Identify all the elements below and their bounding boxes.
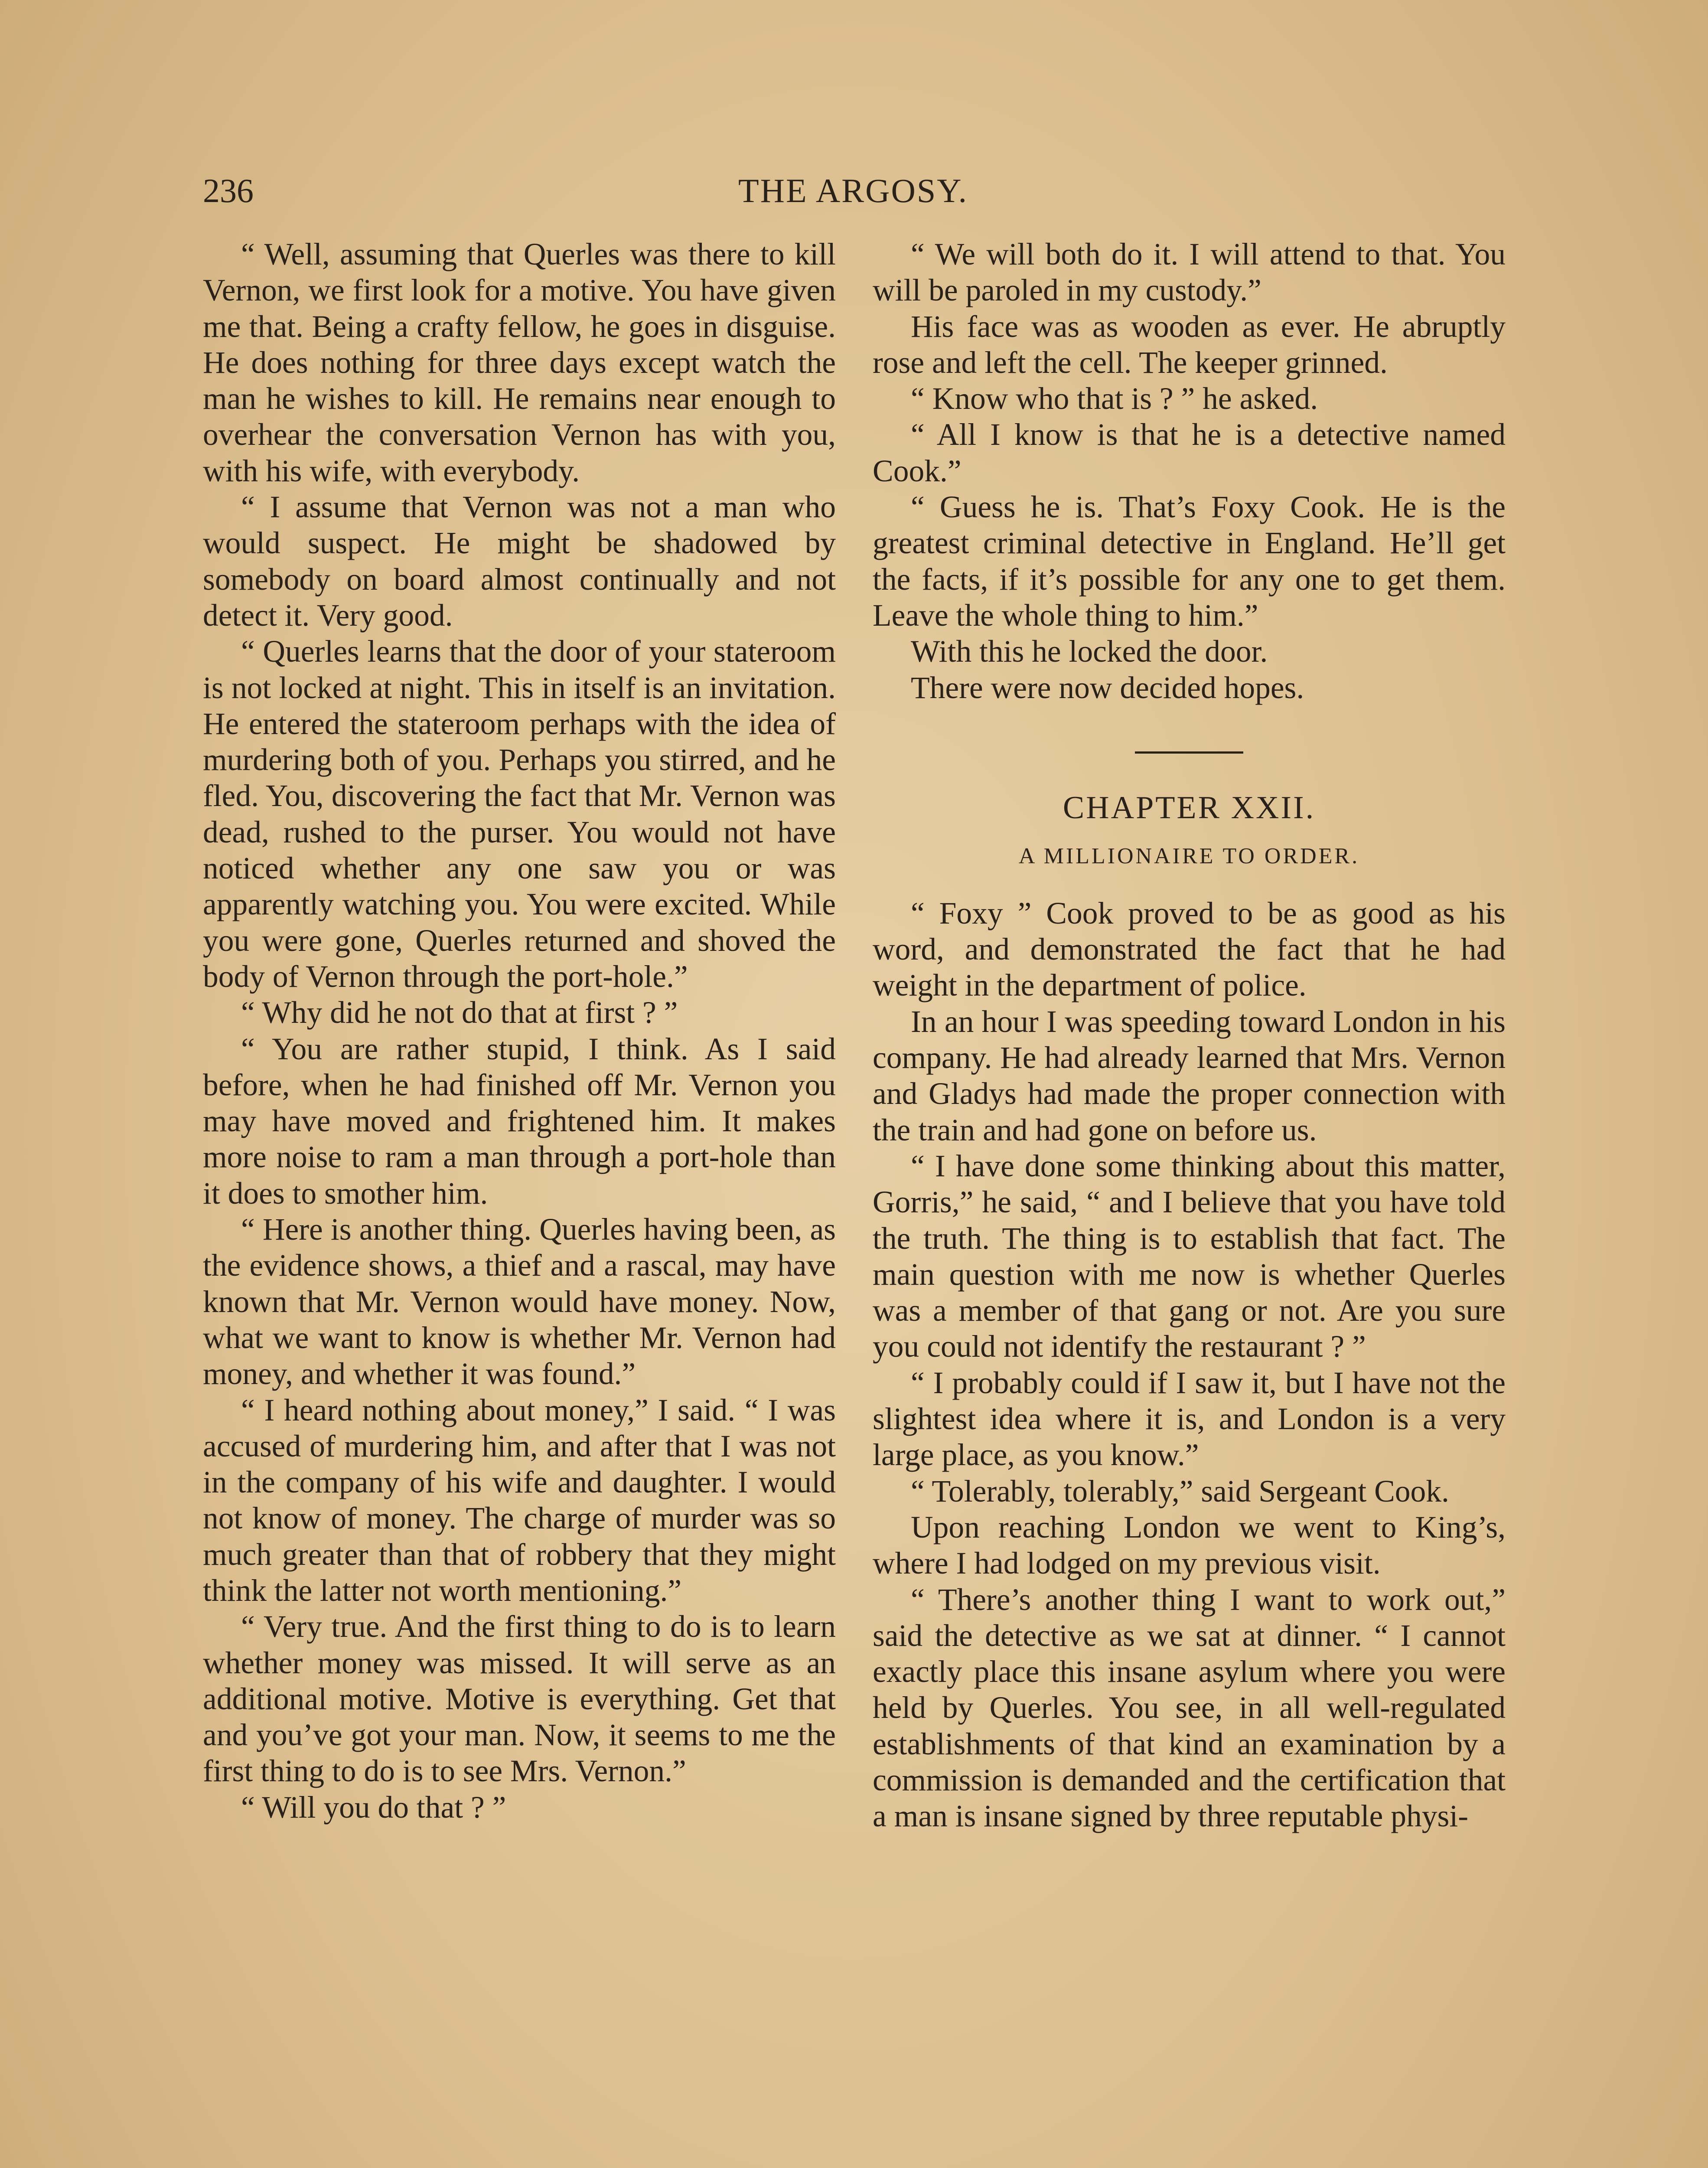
- paragraph: “ Very true. And the first thing to do is to learn whether money was missed. It will serve as an additional motive. Motive is everything. Get that and you’ve got your man. Now, it seems to me the first thing to do is to see Mrs. Vernon.”: [203, 1610, 836, 1789]
- paragraph: “ Why did he not do that at first ? ”: [241, 996, 678, 1030]
- chapter-title: CHAPTER XXII.: [1063, 790, 1316, 826]
- paragraph: “ I have done some thinking about this matter, Gorris,” he said, “ and I believe that you have told the truth. The thing is to establish that fact. The main question with me now is whether Querles was a member of that gang or not. Are you sure you could not identify the restaurant ? ”: [873, 1149, 1506, 1364]
- paragraph: There were now decided hopes.: [911, 670, 1304, 705]
- paragraph: “ Here is another thing. Querles having been, as the evidence shows, a thief and a rascal, may have known that Mr. Vernon would have money. Now, what we want to know is whether Mr. Vernon had money, and whether it was found.”: [203, 1212, 836, 1391]
- paragraph: “ All I know is that he is a detective named Cook.”: [873, 418, 1506, 488]
- paragraph: “ Will you do that ? ”: [241, 1790, 506, 1825]
- page-header: [203, 165, 1503, 217]
- paragraph: Upon reaching London we went to King’s, where I had lodged on my previous visit.: [873, 1510, 1506, 1581]
- paragraph: In an hour I was speeding toward London in his company. He had already learned that Mrs. Vernon and Gladys had made the proper connection with the train and had gone on before us.: [873, 1004, 1506, 1147]
- paragraph: “ Know who that is ? ” he asked.: [911, 382, 1318, 416]
- paragraph: “ Tolerably, tolerably,” said Sergeant Cook.: [911, 1474, 1449, 1508]
- section-divider: [1135, 751, 1243, 754]
- paragraph: “ Well, assuming that Querles was there to kill Vernon, we first look for a motive. You have given me that. Being a crafty fellow, he goes in disguise. He does nothing for three days except watch the man he wishes to kill. He remains near enough to overhear the conversation Vernon has with you, with his wife, with everybody.: [203, 237, 836, 488]
- paragraph: “ We will both do it. I will attend to that. You will be paroled in my custody.”: [873, 237, 1506, 308]
- paragraph: With this he locked the door.: [911, 634, 1268, 669]
- running-title: THE ARGOSY.: [738, 172, 968, 209]
- left-column: [203, 236, 836, 1825]
- paragraph: His face was as wooden as ever. He abruptly rose and left the cell. The keeper grinned.: [873, 309, 1506, 380]
- paragraph: “ I heard nothing about money,” I said. “ I was accused of murdering him, and after that I was not in the company of his wife and daughter. I would not know of money. The charge of murder was so much greater than that of robbery that they might think the latter not worth mentioning.”: [203, 1393, 836, 1608]
- paragraph: “ I probably could if I saw it, but I have not the slightest idea where it is, and London is a very large place, as you know.”: [873, 1365, 1506, 1473]
- paragraph: “ I assume that Vernon was not a man who would suspect. He might be shadowed by somebody on board almost continually and not detect it. Very good.: [203, 490, 836, 633]
- paragraph: “ You are rather stupid, I think. As I said before, when he had finished off Mr. Vernon you may have moved and frightened him. It makes more noise to ram a man through a port-hole than it does to smother him.: [203, 1032, 836, 1211]
- paragraph: “ Foxy ” Cook proved to be as good as his word, and demonstrated the fact that he had weight in the department of police.: [873, 896, 1506, 1003]
- paragraph: “ There’s another thing I want to work out,” said the detective as we sat at dinner. “ I cannot exactly place this insane asylum where you were held by Querles. You see, in all well-regulated establishments of that kind an examination by a commission is demanded and the certification that a man is insane signed by three reputable physi-: [873, 1582, 1506, 1834]
- chapter-body: [873, 895, 1506, 1835]
- right-column: [873, 236, 1506, 1835]
- page-number: 236: [203, 172, 254, 209]
- paragraph: “ Guess he is. That’s Foxy Cook. He is the greatest criminal detective in England. He’ll get the facts, if it’s possible for any one to get them. Leave the whole thing to him.”: [873, 490, 1506, 633]
- paragraph: “ Querles learns that the door of your stateroom is not locked at night. This in itself is an invitation. He entered the stateroom perhaps with the idea of murdering both of you. Perhaps you stirred, and he fled. You, discovering the fact that Mr. Vernon was dead, rushed to the purser. You would not have noticed whether any one saw you or was apparently watching you. You were excited. While you were gone, Querles returned and shoved the body of Vernon through the port-hole.”: [203, 634, 836, 994]
- chapter-subtitle: A MILLIONAIRE TO ORDER.: [1018, 843, 1360, 869]
